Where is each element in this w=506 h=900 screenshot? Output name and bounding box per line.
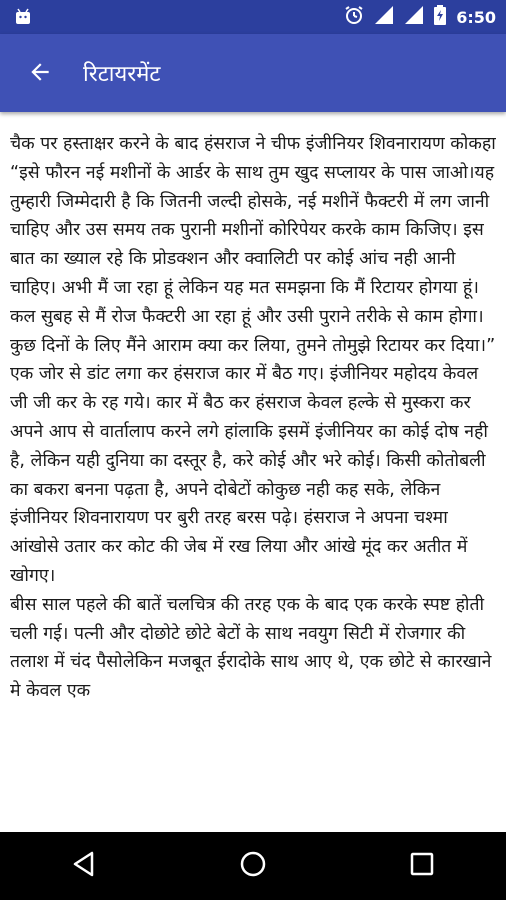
story-paragraph-1: चैक पर हस्ताक्षर करने के बाद हंसराज ने चीफ इंजीनियर शिवनारायण कोकहा “इसे फौरन नई मशीनों के आर्डर के साथ तुम खुद सप्लायर के पास जाओ।यह तुम्हारी जिम्मेदारी है कि जितनी जल्दी होसके, नई मशीनें फैक्टरी में लग जानी चाहिए और उस समय तक पुरानी मशीनों कोरिपेयर करके काम किजिए। इस बात का ख्याल रहे कि प्रोडक्शन और क्वालिटी पर कोई आंच नही आनी चाहिए। अभी मैं जा रहा हूं लेकिन यह मत समझना कि मैं रिटायर होगया हूं। कल सुबह से मैं रोज फैक्टरी आ रहा हूं और उसी पुराने तरीके से काम होगा। कुछ दिनों के लिए मैंने आराम क्या कर लिया, तुमने तोमुझे रिटायर कर दिया।” एक जोर से डांट लगा कर हंसराज कार में बैठ गए। इंजीनियर महोदय केवल जी जी कर के रह गये। कार में बैठ कर हंसराज केवल हल्के से मुस्करा कर अपने आप से वार्तालाप करने लगे हांलाकि इसमें इंजीनियर का कोई दोष नही है, लेकिन यही दुनिया का दस्तूर है, करे कोई और भरे कोई। किसी कोतोबली का बकरा बनना पढ़ता है, अपने दोबेटों कोकुछ नही कह सके, लेकिन इंजीनियर शिवनारायण पर बुरी तरह बरस पढ़े। हंसराज ने अपना चश्मा आंखोसे उतार कर कोट की जेब में रख लिया और आंखे मूंद कर अतीत में खोगए। [10,134,496,586]
back-button[interactable] [20,54,60,94]
nav-home-button[interactable] [223,836,283,896]
status-bar [0,0,506,34]
system-nav-bar [0,832,506,900]
page-title: रिटायरमेंट [83,62,161,87]
status-time: 6:50 [456,7,496,27]
story-content[interactable] [10,130,496,830]
battery-icon [434,5,446,29]
home-circle-icon [239,850,267,882]
back-triangle-icon [72,851,96,881]
arrow-back-icon [27,59,53,89]
signal-icon [374,5,394,29]
story-paragraph-2: बीस साल पहले की बातें चलचित्र की तरह एक के बाद एक करके स्पष्ट होती चली गई। पत्नी और दोछोटे छोटे बेटों के साथ नवयुग सिटी में रोजगार की तलाश में चंद पैसोलेकिन मजबूत ईरादोके साथ आए थे, एक छोटे से कारखाने मे केवल एक [10,594,492,702]
android-icon [14,8,32,30]
recents-square-icon [410,852,434,880]
nav-recents-button[interactable] [392,836,452,896]
app-bar [0,34,506,112]
alarm-icon [344,5,364,29]
nav-back-button[interactable] [54,836,114,896]
wifi-icon [404,5,424,29]
